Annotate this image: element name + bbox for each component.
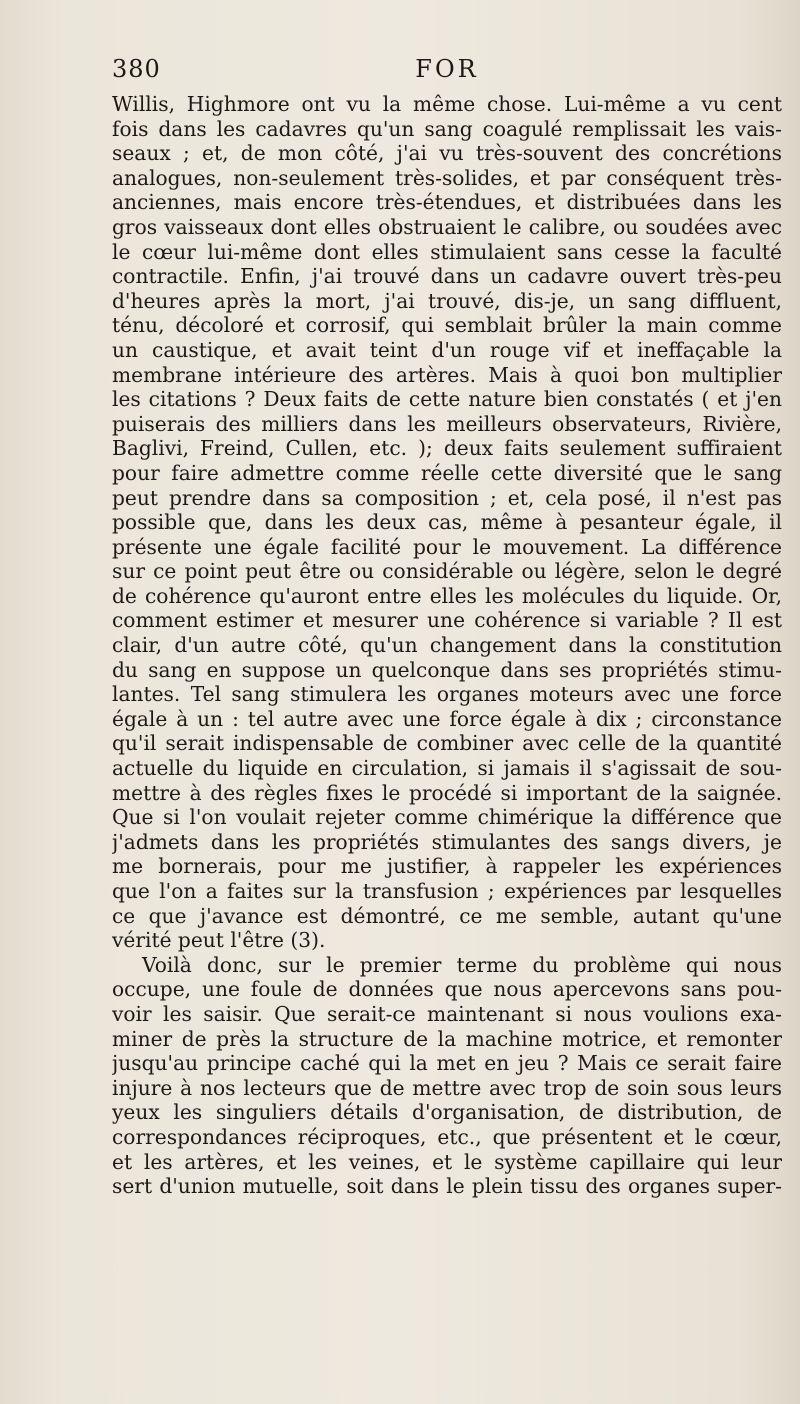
text-line: seaux ; et, de mon côté, j'ai vu très-souvent des concrétions bbox=[112, 141, 782, 166]
text-line: le cœur lui-même dont elles stimulaient sans cesse la faculté bbox=[112, 239, 782, 264]
text-line: ce que j'avance est démontré, ce me semble, autant qu'une bbox=[112, 903, 782, 928]
text-line: Que si l'on voulait rejeter comme chimérique la différence que bbox=[112, 805, 782, 830]
text-line: miner de près la structure de la machine motrice, et remonter bbox=[112, 1026, 782, 1051]
text-line: les citations ? Deux faits de cette nature bien constatés ( et j'en bbox=[112, 387, 782, 412]
text-line: voir les saisir. Que serait-ce maintenant si nous voulions exa- bbox=[112, 1001, 782, 1026]
text-line: actuelle du liquide en circulation, si jamais il s'agissait de sou- bbox=[112, 756, 782, 781]
text-line: que l'on a faites sur la transfusion ; expériences par lesquelles bbox=[112, 879, 782, 903]
text-line: d'heures après la mort, j'ai trouvé, dis-je, un sang diffluent, bbox=[112, 288, 782, 313]
text-line: occupe, une foule de données que nous apercevons sans pou- bbox=[112, 977, 782, 1002]
text-line: Baglivi, Freind, Cullen, etc. ); deux faits seulement suffiraient bbox=[112, 436, 782, 461]
text-line: Willis, Highmore ont vu la même chose. Lui-même a vu cent bbox=[112, 92, 782, 116]
text-line: du sang en suppose un quelconque dans ses propriétés stimu- bbox=[112, 657, 782, 682]
text-line: sert d'union mutuelle, soit dans le plein tissu des organes super- bbox=[112, 1174, 782, 1199]
text-line: puiserais des milliers dans les meilleurs observateurs, Rivière, bbox=[112, 411, 782, 436]
text-line: fois dans les cadavres qu'un sang coagulé remplissait les vais- bbox=[112, 116, 782, 141]
paragraph-end-line: vérité peut l'être (3). bbox=[112, 928, 326, 953]
page-header bbox=[112, 55, 782, 89]
text-line: yeux les singuliers détails d'organisation, de distribution, de bbox=[112, 1100, 782, 1125]
text-line: mettre à des règles fixes le procédé si important de la saignée. bbox=[112, 780, 782, 805]
text-line: possible que, dans les deux cas, même à pesanteur égale, il bbox=[112, 510, 782, 535]
text-line: j'admets dans les propriétés stimulantes des sangs divers, je bbox=[112, 829, 782, 854]
text-line: sur ce point peut être ou considérable ou légère, selon le degré bbox=[112, 559, 782, 584]
text-line: de cohérence qu'auront entre elles les molécules du liquide. Or, bbox=[112, 583, 782, 608]
page-number: 380 bbox=[112, 55, 161, 83]
text-line: lantes. Tel sang stimulera les organes moteurs avec une force bbox=[112, 682, 782, 707]
paragraph-start-line: Voilà donc, sur le premier terme du problème qui nous bbox=[142, 952, 782, 977]
text-line: contractile. Enfin, j'ai trouvé dans un cadavre ouvert très-peu bbox=[112, 264, 782, 289]
text-line: qu'il serait indispensable de combiner avec celle de la quantité bbox=[112, 731, 782, 756]
text-line: analogues, non-seulement très-solides, et par conséquent très- bbox=[112, 165, 782, 190]
text-line: anciennes, mais encore très-étendues, et distribuées dans les bbox=[112, 190, 782, 215]
running-head: FOR bbox=[415, 55, 479, 83]
text-line: gros vaisseaux dont elles obstruaient le calibre, ou soudées avec bbox=[112, 214, 782, 239]
text-line: peut prendre dans sa composition ; et, cela posé, il n'est pas bbox=[112, 485, 782, 510]
text-line: injure à nos lecteurs que de mettre avec trop de soin sous leurs bbox=[112, 1075, 782, 1100]
text-line: comment estimer et mesurer une cohérence si variable ? Il est bbox=[112, 608, 782, 633]
text-line: présente une égale facilité pour le mouvement. La différence bbox=[112, 534, 782, 559]
text-line: ténu, décoloré et corrosif, qui semblait brûler la main comme bbox=[112, 313, 782, 338]
text-line: et les artères, et les veines, et le système capillaire qui leur bbox=[112, 1149, 782, 1174]
text-line: me bornerais, pour me justifier, à rappeler les expériences bbox=[112, 854, 782, 879]
body-text bbox=[112, 92, 782, 1199]
text-line: membrane intérieure des artères. Mais à quoi bon multiplier bbox=[112, 362, 782, 387]
text-line: correspondances réciproques, etc., que présentent et le cœur, bbox=[112, 1124, 782, 1149]
text-line: jusqu'au principe caché qui la met en jeu ? Mais ce serait faire bbox=[112, 1051, 782, 1076]
text-line: égale à un : tel autre avec une force égale à dix ; circonstance bbox=[112, 706, 782, 731]
text-line: un caustique, et avait teint d'un rouge vif et ineffaçable la bbox=[112, 337, 782, 362]
text-line: pour faire admettre comme réelle cette diversité que le sang bbox=[112, 460, 782, 485]
text-line: clair, d'un autre côté, qu'un changement dans la constitution bbox=[112, 633, 782, 658]
